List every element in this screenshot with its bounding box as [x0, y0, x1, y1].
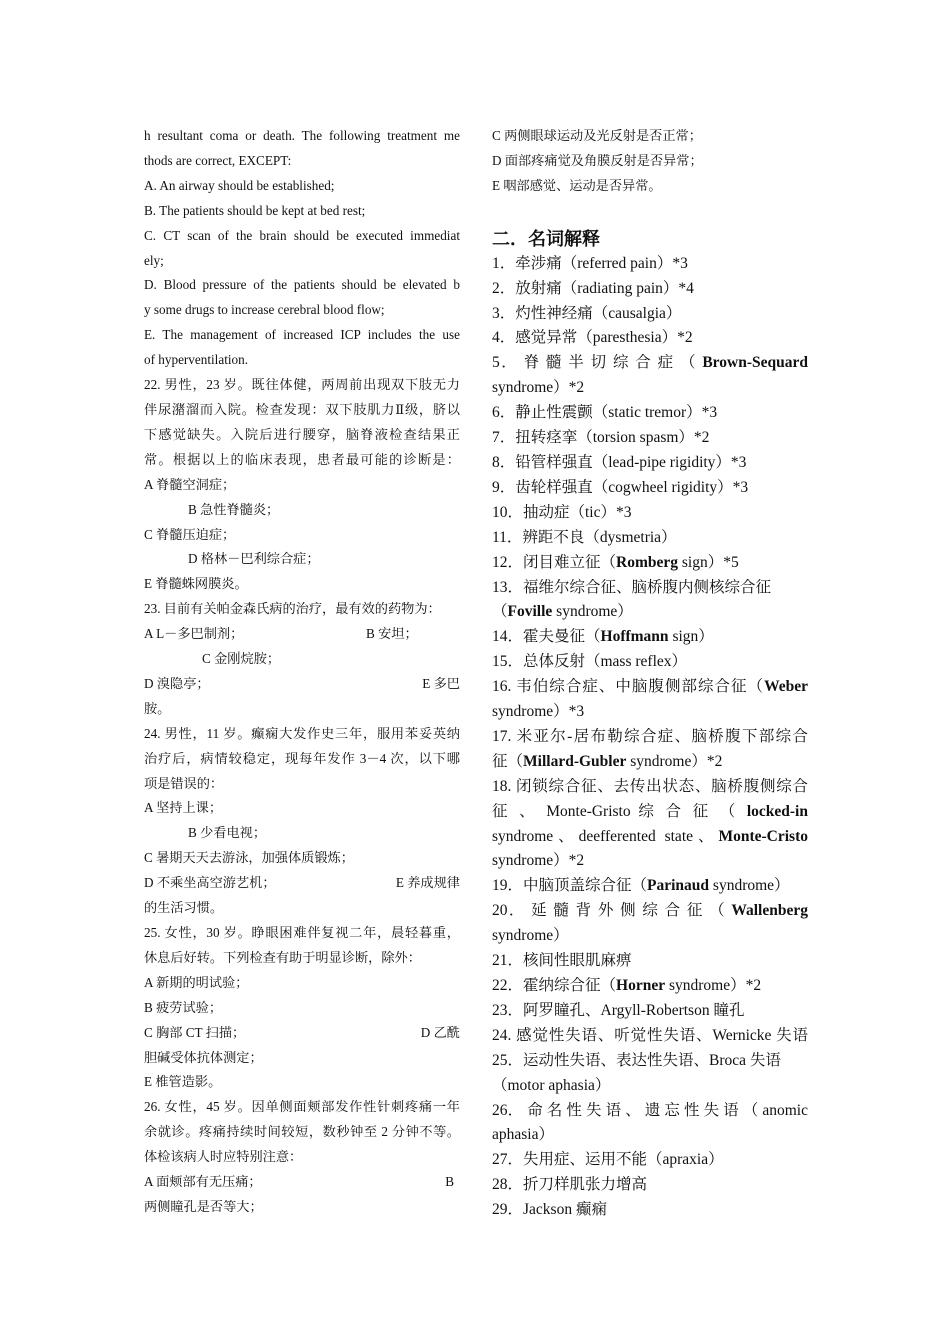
- term-bold-name: locked-in: [746, 802, 808, 820]
- term-28: 28．折刀样肌张力增高: [492, 1176, 648, 1194]
- option-e-cont: 胺。: [144, 700, 171, 716]
- option-b: B 急性脊髓炎；: [188, 501, 280, 517]
- term-bold-name: Brown-Sequard: [702, 354, 808, 372]
- term-24: 24. 感觉性失语、听觉性失语、Wernicke 失语: [492, 1026, 808, 1044]
- option-c: C 胸部 CT 扫描；: [144, 1024, 246, 1040]
- option-b: B: [445, 1174, 454, 1190]
- option-e: E. The management of increased ICP includes the use: [144, 327, 460, 343]
- options-row: [144, 871, 460, 896]
- term-22: [492, 974, 808, 999]
- right-column: [492, 124, 808, 1223]
- options-row: [144, 622, 460, 647]
- term-18-cont: syndrome）*2: [492, 852, 585, 870]
- term-21: 21．核间性眼肌麻痹: [492, 952, 632, 970]
- question-22: [144, 373, 460, 597]
- term-text: 19．中脑顶盖综合征（: [492, 877, 648, 895]
- option-d: D 乙酰: [420, 1024, 460, 1040]
- option-e: E 脊髓蛛网膜炎。: [144, 576, 248, 592]
- term-bold-name: Horner: [616, 977, 666, 994]
- term-list: [492, 252, 808, 1223]
- term-7: 7．扭转痉挛（torsion spasm）*2: [492, 429, 710, 447]
- option-e: E 养成规律: [395, 875, 460, 891]
- question-21: [144, 124, 460, 373]
- term-text: 征 、 Monte-Gristo 综 合 征 （: [492, 802, 747, 820]
- term-18: 18. 闭锁综合征、去传出状态、脑桥腹侧综合: [492, 777, 808, 795]
- option-b: B. The patients should be kept at bed rest;: [144, 202, 366, 218]
- term-12: [492, 551, 808, 576]
- term-bold-name: Foville: [507, 603, 553, 621]
- question-26-continued: [492, 124, 808, 199]
- question-stem-line: thods are correct, EXCEPT:: [144, 152, 292, 168]
- option-c: C 金刚烷胺；: [202, 651, 281, 667]
- term-text: syndrome）*2: [626, 752, 723, 770]
- term-text: 征（: [492, 752, 524, 770]
- question-stem-line: 体检该病人时应特别注意：: [144, 1149, 303, 1165]
- option-a: A 坚持上课；: [144, 800, 223, 816]
- term-14: [492, 625, 808, 650]
- term-bold-name: Monte-Cristo: [718, 827, 808, 845]
- term-16-cont: syndrome）*3: [492, 703, 585, 721]
- term-bold-name: Weber: [764, 678, 808, 696]
- left-column: [144, 124, 460, 1220]
- options-row: [144, 1021, 460, 1046]
- option-d: D. Blood pressure of the patients should be elevated b: [144, 277, 460, 293]
- option-a: A 新期的明试验；: [144, 974, 249, 990]
- term-10: 10．抽动症（tic）*3: [492, 503, 632, 521]
- term-text: （: [492, 603, 508, 621]
- term-text: 20． 延 髓 背 外 侧 综 合 征 （: [492, 902, 732, 920]
- option-d-cont: 胆碱受体抗体测定；: [144, 1049, 263, 1065]
- term-3: 3．灼性神经痛（causalgia）: [492, 304, 682, 322]
- question-23: [144, 597, 460, 722]
- term-text: 16. 韦伯综合症、中脑腹侧部综合征（: [492, 678, 765, 696]
- option-b-cont: 两侧瞳孔是否等大；: [144, 1198, 263, 1214]
- term-5-cont: syndrome）*2: [492, 379, 585, 397]
- option-e: E 椎管造影。: [144, 1074, 222, 1090]
- term-text: syndrome）: [552, 603, 633, 621]
- term-11: 11．辨距不良（dysmetria）: [492, 528, 677, 546]
- term-8: 8．铅管样强直（lead-pipe rigidity）*3: [492, 453, 747, 471]
- question-26: [144, 1095, 460, 1220]
- question-24: [144, 722, 460, 921]
- term-4: 4．感觉异常（paresthesia）*2: [492, 329, 693, 347]
- question-stem-line: 22. 男性，23 岁。既往体健，两周前出现双下肢无力: [144, 377, 460, 393]
- term-18-cont: [492, 825, 808, 850]
- section-title: 二．名词解释: [492, 228, 600, 249]
- option-a: A L－多巴制剂；: [144, 626, 244, 642]
- option-c: C 两侧眼球运动及光反射是否正常；: [492, 128, 702, 143]
- question-stem-line: 下感觉缺失。入院后进行腰穿，脑脊液检查结果正: [144, 426, 460, 442]
- option-e-cont: 的生活习惯。: [144, 900, 224, 916]
- term-26-cont: aphasia）: [492, 1126, 554, 1144]
- term-9: 9．齿轮样强直（cogwheel rigidity）*3: [492, 478, 749, 496]
- term-25-cont: （motor aphasia）: [492, 1076, 611, 1094]
- option-d: D 不乘坐高空游艺机；: [144, 875, 276, 891]
- question-stem-line: 24. 男性，11 岁。癫痫大发作史三年，服用苯妥英纳: [144, 725, 460, 741]
- term-19: [492, 874, 808, 899]
- term-16: [492, 675, 808, 700]
- question-25: [144, 921, 460, 1095]
- option-d-cont: y some drugs to increase cerebral blood flow;: [144, 302, 385, 318]
- term-bold-name: Millard-Gubler: [523, 752, 627, 770]
- term-13: 13．福维尔综合征、脑桥腹内侧核综合征: [492, 578, 772, 596]
- option-b: B 少看电视；: [188, 825, 267, 841]
- question-stem-line: 治疗后，病情较稳定，现每年发作 3－4 次，以下哪: [144, 750, 460, 766]
- term-17: 17. 米亚尔-居布勒综合症、脑桥腹下部综合: [492, 727, 808, 745]
- question-stem-line: 23. 目前有关帕金森氏病的治疗，最有效的药物为：: [144, 601, 441, 617]
- options-row: [144, 672, 460, 697]
- term-bold-name: Parinaud: [647, 877, 710, 895]
- term-bold-name: Romberg: [616, 553, 679, 571]
- term-25: 25．运动性失语、表达性失语、Broca 失语: [492, 1051, 781, 1069]
- option-b: B 安坦；: [366, 626, 418, 642]
- option-c: C 脊髓压迫症；: [144, 526, 236, 542]
- term-20-cont: syndrome）: [492, 927, 569, 945]
- term-text: 5． 脊 髓 半 切 综 合 症 （: [492, 354, 703, 372]
- question-stem-line: h resultant coma or death. The following treatment me: [144, 128, 460, 143]
- term-5: [492, 351, 808, 376]
- option-c-cont: ely;: [144, 252, 164, 268]
- option-c: C. CT scan of the brain should be executed immediat: [144, 227, 460, 243]
- term-text: sign）: [668, 628, 714, 646]
- term-text: syndrome）: [709, 877, 790, 895]
- term-18-cont: [492, 800, 808, 825]
- term-17-cont: [492, 750, 808, 775]
- option-a: A 面颊部有无压痛；: [144, 1174, 262, 1190]
- option-e-cont: of hyperventilation.: [144, 352, 249, 368]
- term-23: 23．阿罗瞳孔、Argyll-Robertson 瞳孔: [492, 1001, 745, 1019]
- term-bold-name: Wallenberg: [731, 902, 808, 920]
- option-d: D 格林－巴利综合症；: [188, 551, 320, 567]
- term-1: 1．牵涉痛（referred pain）*3: [492, 254, 688, 272]
- term-2: 2．放射痛（radiating pain）*4: [492, 279, 694, 297]
- term-13-cont: [492, 600, 808, 625]
- option-a: A. An airway should be established;: [144, 177, 335, 193]
- term-text: syndrome、deefferented state、: [492, 827, 719, 845]
- term-bold-name: Hoffmann: [600, 628, 669, 646]
- question-stem-line: 伴尿潴溜而入院。检查发现：双下肢肌力Ⅱ级，脐以: [144, 401, 460, 417]
- term-text: 22．霍纳综合征（: [492, 977, 617, 994]
- question-stem-line: 常。根据以上的临床表现，患者最可能的诊断是：: [144, 451, 460, 467]
- option-a: A 脊髓空洞症；: [144, 476, 236, 492]
- term-27: 27．失用症、运用不能（apraxia）: [492, 1151, 724, 1169]
- option-d: D 溴隐亭；: [144, 675, 210, 691]
- option-e: E 多巴: [422, 675, 460, 691]
- term-text: 14．霍夫曼征（: [492, 628, 601, 646]
- term-6: 6．静止性震颤（static tremor）*3: [492, 404, 718, 422]
- question-stem-line: 余就诊。疼痛持续时间较短，数秒钟至 2 分钟不等。: [144, 1124, 460, 1140]
- option-b: B 疲劳试验；: [144, 999, 223, 1015]
- question-stem-line: 休息后好转。下列检查有助于明显诊断，除外：: [144, 949, 421, 965]
- term-15: 15．总体反射（mass reflex）: [492, 653, 688, 671]
- question-stem-line: 25. 女性，30 岁。睁眼困难伴复视二年，晨轻暮重，: [144, 925, 460, 940]
- options-row: [144, 1170, 460, 1195]
- option-d: D 面部疼痛觉及角膜反射是否异常；: [492, 152, 703, 168]
- term-text: syndrome）*2: [665, 977, 762, 994]
- option-c: C 暑期天天去游泳，加强体质锻炼；: [144, 850, 354, 866]
- term-text: sign）*5: [678, 553, 739, 571]
- question-stem-line: 项是错误的：: [144, 775, 224, 791]
- question-stem-line: 26. 女性，45 岁。因单侧面颊部发作性针刺疼痛一年: [144, 1099, 460, 1115]
- term-20: [492, 899, 808, 924]
- option-e: E 咽部感觉、运动是否异常。: [492, 177, 662, 193]
- term-text: 12．闭目难立征（: [492, 553, 617, 571]
- term-26: 26． 命 名 性 失 语 、 遗 忘 性 失 语 （ anomic: [492, 1101, 808, 1119]
- term-29: 29．Jackson 癫痫: [492, 1201, 607, 1219]
